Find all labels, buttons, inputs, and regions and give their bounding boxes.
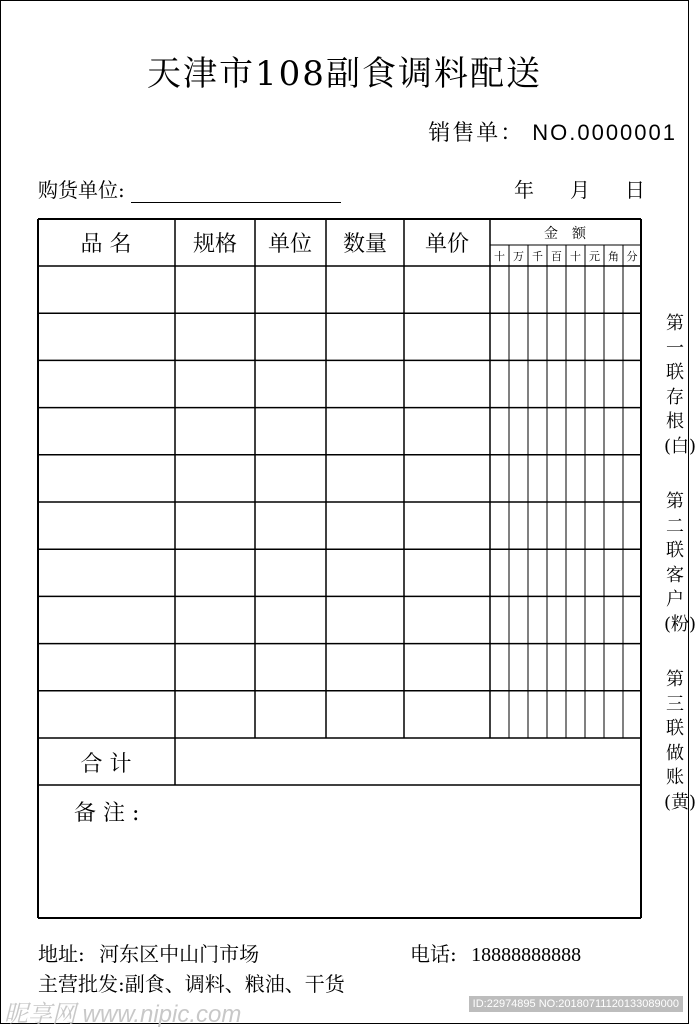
amount-digit-header: 元	[589, 250, 600, 263]
month-label: 月	[570, 178, 590, 202]
copy-label-char: 三	[666, 693, 684, 715]
copy-label-char: 联	[666, 362, 684, 383]
copy-label-char: (黄)	[664, 791, 696, 813]
column-header: 数量	[342, 232, 388, 257]
buyer-label: 购货单位:	[38, 178, 125, 202]
total-label: 合 计	[80, 752, 132, 777]
copy-label-char: 第	[666, 313, 684, 334]
amount-header: 金 额	[544, 226, 586, 242]
copy-label-char: 联	[666, 540, 684, 561]
amount-digit-header: 十	[494, 250, 505, 263]
column-header: 单价	[424, 232, 470, 257]
copy-label-3	[664, 668, 696, 815]
doc-label: 销售单：	[428, 121, 525, 146]
business-row	[38, 968, 345, 997]
form-title: 天津市108副食调料配送	[147, 54, 542, 94]
amount-digit-header: 分	[626, 250, 638, 263]
copy-label-char: (粉)	[664, 613, 696, 635]
copy-label-char: 户	[666, 589, 684, 610]
business-label: 主营批发:	[38, 972, 125, 996]
address-label: 地址:	[38, 942, 85, 966]
copy-label-2	[664, 490, 696, 637]
column-header: 品 名	[80, 232, 132, 257]
amount-digit-header: 千	[532, 250, 543, 263]
watermark-logo: 昵享网 www.nipic.com	[4, 1001, 242, 1028]
copy-label-char: 第	[666, 669, 684, 690]
business-value: 副食、调料、粮油、干货	[124, 972, 345, 996]
address-value: 河东区中山门市场	[99, 942, 260, 966]
day-label: 日	[625, 178, 645, 202]
address-row	[38, 938, 259, 967]
copy-label-char: 第	[666, 491, 684, 512]
copy-label-char: 存	[666, 386, 684, 408]
copy-label-char: 做	[666, 742, 684, 764]
copy-label-char: 二	[666, 515, 684, 537]
copy-label-char: (白)	[664, 435, 696, 457]
amount-digit-header: 百	[551, 250, 562, 263]
column-header: 规格	[192, 232, 238, 257]
phone-row	[410, 938, 581, 967]
copy-label-char: 根	[666, 411, 684, 432]
remarks-label: 备 注 :	[74, 801, 140, 826]
copy-label-char: 一	[666, 337, 684, 359]
amount-digit-header: 万	[513, 250, 524, 263]
column-header: 单位	[267, 232, 313, 257]
year-label: 年	[514, 178, 534, 202]
watermark-id: ID:22974895 NO:20180711120133089000	[469, 996, 683, 1012]
phone-value: 18888888888	[471, 944, 582, 966]
copy-label-1	[664, 312, 696, 459]
copy-label-char: 联	[666, 718, 684, 739]
copy-label-char: 账	[666, 767, 684, 788]
phone-label: 电话:	[410, 942, 457, 966]
amount-digit-header: 十	[570, 250, 581, 263]
amount-digit-header: 角	[608, 250, 619, 263]
copy-label-char: 客	[666, 564, 684, 586]
doc-number: NO.0000001	[532, 120, 677, 145]
